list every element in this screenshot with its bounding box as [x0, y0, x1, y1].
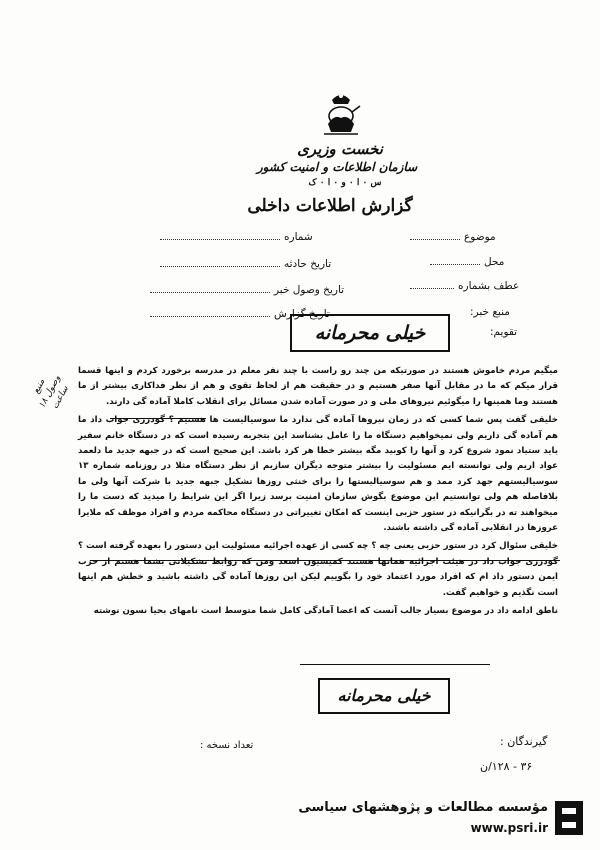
org-title: نخست وزیری	[297, 140, 383, 158]
field-location: محل	[430, 256, 504, 268]
report-title: گزارش اطلاعات داخلی	[247, 196, 413, 216]
underline-mark	[90, 560, 560, 561]
field-evaluation: تقویم:	[490, 326, 518, 338]
lion-and-sun-emblem-icon	[318, 88, 364, 138]
confidential-stamp: خیلی محرمانه	[290, 314, 450, 352]
margin-handwritten-note: منبع وصول ۱۸ ساعت	[31, 373, 71, 411]
report-body	[78, 364, 558, 623]
recipients-label: گیرندگان :	[500, 735, 548, 748]
org-code: س ۰ ا ۰ و ۰ ا ۰ ک	[308, 178, 382, 188]
body-paragraph: ناطق ادامه داد در موضوع بسیار جالب آنست که اعضا آمادگی کامل شما متوسط است نامهای بحیا نسون نوشته	[93, 606, 558, 617]
institute-name: مؤسسه مطالعات و پژوهشهای سیاسی	[298, 800, 548, 815]
copies-label: تعداد نسخه :	[200, 740, 254, 751]
underline-mark	[300, 664, 490, 665]
body-paragraph: خلیقی گفت پس شما کسی که در زمان نیروها آماده گی ندارد ما سوسیالیست ها هستیم ؟ گودرزی جواب داد ما هم آماده گی داریم ولی نمیخواهیم دستگاه ما را عامل بشناسد این بتجربه رسیده است که در دستگاه خانم سفیر باید ستیاد نمود شروع کرد و آنها را کوبید مگه بیشتر خطا هر کرد باشد. این صحیح است که در جبهه جدید ما دلعمد عواد اریم ولی توانسته ایم مسئولیت را بیشتر متوجه دیگران سازیم از نظر دستگاه مثلا در روزنامه شماره ۱۳ سوسیالیستهم جهد کرد ممد و هم سوسیالیستها را برای خنثی روزها تشکیل جبهه جدید با شرکت آنها ولی ما بلافاصله هم ولی توانستیم این موضوع بگوش سازمان امنیت برسد زیرا اگر این شرایط را میدید که دست ما را میخواهند ته در بگرانیکه در ستور حزبی اینست که امکان تغییراتی در دستگاه محاکمه مردم و افراد موظف که ملایرا عروزها در انقلابی آماده گی داشته باشند.	[78, 415, 558, 534]
field-reference: عطف بشماره	[410, 280, 519, 292]
body-paragraph: میگیم مردم خاموش هستند در صورتیکه من چند رو راست با چند نفر معلم در مدرسه برخورد کردم و اینها قسما قرار میکم که ما در مقابل آنها صفر هستیم و در حقیقت هم از لحاظ تقوی و هم از نظر فداکاری بیشتر از ما هستند وما همینها را میگوئیم نیروهای ملی و در صورت آماده شدن مسائل برای انقلاب کاملا آماده گی دارند.	[78, 366, 558, 407]
body-paragraph: خلیقی سئوال کرد در ستور حزبی یعنی چه ؟ چه کسی از عهده اجرائیه مسئولیت این دستور را بعهده گرفته است ؟ گودرزی جواب داد در هیئت اجرائیه همانها هستند کمیسیون اسعد ومن که روابط تشکیلاتی بشما هستم از حزب ایمن دستور داد ام که افراد مورد اعتماد خود را بگوییم لیکن این روزها آماده گی داشته باشید و خطش هم اینها است نگذیم و خواهیم گفت.	[78, 541, 558, 598]
publisher-watermark	[298, 800, 592, 846]
field-source: منبع خبر:	[470, 306, 510, 318]
reference-number: ۳۶ - ۱۲۸/ن	[480, 760, 533, 773]
confidential-stamp-second: خیلی محرمانه	[318, 678, 450, 714]
field-receipt-date: تاریخ وصول خبر	[150, 284, 344, 296]
org-subtitle: سازمان اطلاعات و امنیت کشور	[256, 160, 418, 174]
institute-logo-icon	[554, 800, 584, 836]
institute-url: www.psri.ir	[470, 821, 548, 835]
field-subject: موضوع	[410, 231, 496, 243]
field-number: شماره	[160, 231, 313, 243]
field-report-date: تاریخ گزارش	[150, 308, 330, 320]
field-incident-date: تاریخ حادثه	[160, 258, 331, 270]
underline-mark	[110, 418, 206, 419]
